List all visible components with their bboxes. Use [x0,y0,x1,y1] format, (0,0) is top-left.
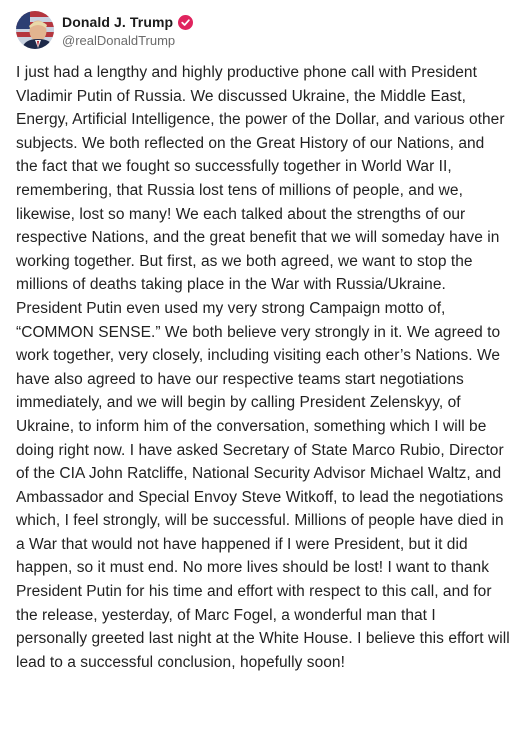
avatar[interactable] [16,11,54,49]
display-name[interactable]: Donald J. Trump [62,14,174,30]
author-handle[interactable]: @realDonaldTrump [62,33,176,48]
author-identity [62,12,193,48]
verified-badge-icon [178,15,193,30]
post-text: I just had a lengthy and highly productive phone call with President Vladimir Putin of Russia. We discussed Ukraine, the Middle East, Energy, Artificial Intelligence, the power of the Dollar, and various other subjects. We both reflected on the Great History of our Nations, and the fact that we fought so successfully together in World War II, remembering, that Russia lost tens of millions of people, and we, likewise, lost so many! We each talked about the strengths of our respective Nations, and the great benefit that we will someday have in working together. But first, as we both agreed, we want to stop the millions of deaths taking place in the War with Russia/Ukraine. President Putin even used my very strong Campaign motto of, “COMMON SENSE.” We both believe very strongly in it. We agreed to work together, very closely, including visiting each other’s Nations. We have also agreed to have our respective teams start negotiations immediately, and we will begin by calling President Zelenskyy, of Ukraine, to inform him of the conversation, something which I will be doing right now. I have asked Secretary of State Marco Rubio, Director of the CIA John Ratcliffe, National Security Advisor Michael Waltz, and Ambassador and Special Envoy Steve Witkoff, to lead the negotiations which, I feel strongly, will be successful. Millions of people have died in a War that would not have happened if I were President, but it did happen, so it must end. No more lives should be lost! I want to thank President Putin for his time and effort with respect to this call, and for the release, yesterday, of Marc Fogel, a wonderful man that I personally greeted last night at the White House. I believe this effort will lead to a successful conclusion, hopefully soon! [16,64,510,671]
avatar-image [16,11,54,49]
post-header [16,8,510,52]
name-row [62,12,193,32]
